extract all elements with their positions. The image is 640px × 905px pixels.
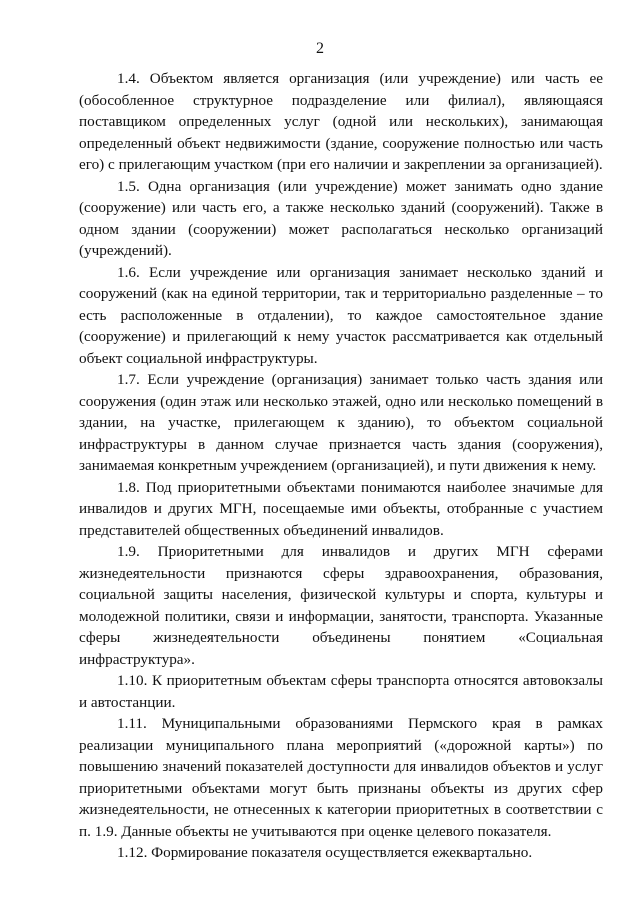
paragraph-1-8: 1.8. Под приоритетными объектами понимаются наиболее значимые для инвалидов и других МГН, посещаемые ими объекты, отобранные с участием представителей общественных объединений инвалидов. — [79, 478, 603, 539]
paragraph-1-11: 1.11. Муниципальными образованиями Пермского края в рамках реализации муниципального плана мероприятий («дорожной карты») по повышению значений показателей доступности для инвалидов объектов и услуг приоритетными объектами могут быть признаны объекты из других сфер жизнедеятельности, не отнесенных к категории приоритетных в соответствии с п. 1.9. Данные объекты не учитываются при оценке целевого показателя. — [79, 715, 603, 840]
paragraph-1-6: 1.6. Если учреждение или организация занимает несколько зданий и сооружений (как на единой территории, так и территориально разделенные – то есть расположенные в отдалении), то каждое самостоятельное здание (сооружение) и прилегающий к нему участок рассматривается как отдельный объект социальной инфраструктуры. — [79, 263, 603, 367]
page-number: 2 — [316, 40, 324, 57]
paragraph-1-5: 1.5. Одна организация (или учреждение) может занимать одно здание (сооружение) или часть его, а также несколько зданий (сооружений). Также в одном здании (сооружении) может располагаться несколько организаций (учреждений). — [79, 177, 603, 259]
document-body — [79, 68, 603, 864]
paragraph-1-10: 1.10. К приоритетным объектам сферы транспорта относятся автовокзалы и автостанции. — [79, 672, 603, 711]
paragraph-1-4: 1.4. Объектом является организация (или учреждение) или часть ее (обособленное структурное подразделение или филиал), являющаяся поставщиком определенных услуг (одной или нескольких), занимающая определенный объект недвижимости (здание, сооружение полностью или часть его) с прилегающим участком (при его наличии и закреплении за организацией). — [79, 70, 603, 173]
paragraph-1-9: 1.9. Приоритетными для инвалидов и других МГН сферами жизнедеятельности признаются сферы здравоохранения, образования, социальной защиты населения, физической культуры и спорта, культуры и молодежной политики, связи и информации, занятости, транспорта. Указанные сферы жизнедеятельности объединены понятием «Социальная инфраструктура». — [79, 543, 603, 668]
paragraph-1-7: 1.7. Если учреждение (организация) занимает только часть здания или сооружения (один этаж или несколько этажей, одно или несколько помещений в здании, на участке, прилегающем к зданию), то объектом социальной инфраструктуры в данном случае признается часть здания (сооружения), занимаемая конкретным учреждением (организацией), и пути движения к нему. — [79, 371, 603, 474]
paragraph-1-12: 1.12. Формирование показателя осуществляется ежеквартально. — [117, 844, 533, 861]
